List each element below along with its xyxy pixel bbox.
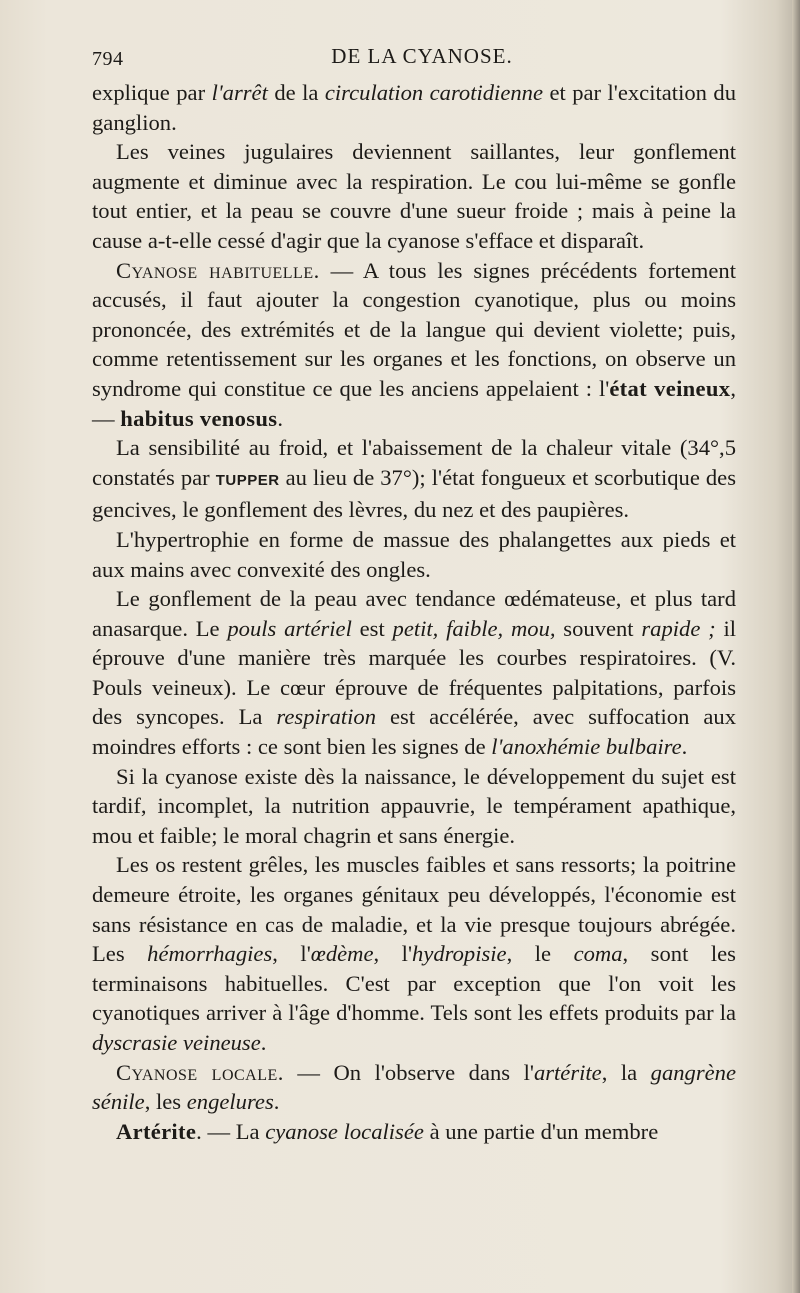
paragraph: Le gonflement de la peau avec tendance œdémateuse, et plus tard anasarque. Le pouls artériel est petit, faible, mou, souvent rapide ; il éprouve d'une manière très marquée les courbes respiratoires. (V. Pouls veineux). Le cœur éprouve de fréquentes palpitations, parfois des syncopes. La respiration est accélérée, avec suffocation aux moindres efforts : ce sont bien les signes de l'anoxhémie bulbaire.: [92, 586, 736, 760]
paragraph-cyanose-locale: Cyanose locale. — On l'observe dans l'artérite, la gangrène sénile, les engelures.: [92, 1059, 736, 1115]
paragraph: Les os restent grêles, les muscles faibles et sans ressorts; la poitrine demeure étroite, les organes génitaux peu développés, l'économie est sans résistance en cas de maladie, et la vie presque toujours abrégée. Les hémorrhagies, l'œdème, l'hydropisie, le coma, sont les terminaisons habituelles. C'est par exception que l'on voit les cyanotiques arriver à l'âge d'homme. Tels sont les effets produits par la dyscrasie veineuse.: [92, 852, 736, 1055]
body-text: [92, 78, 736, 1146]
paragraph-cyanose-habituelle: Cyanose habituelle. — A tous les signes précédents fortement accusés, il faut ajouter la congestion cyanotique, plus ou moins prononcée, des extrémités et de la langue qui devient violette; puis, comme retentissement sur les organes et les fonctions, on observe un syndrome qui constitue ce que les anciens appelaient : l'état veineux, — habitus venosus.: [92, 257, 736, 431]
paragraph: L'hypertrophie en forme de massue des phalangettes aux pieds et aux mains avec convexité des ongles.: [92, 526, 736, 582]
page-header: [92, 44, 732, 74]
paragraph-arterite: Artérite. — La cyanose localisée à une partie d'un membre: [116, 1118, 659, 1144]
paragraph: explique par l'arrêt de la circulation carotidienne et par l'excitation du ganglion.: [92, 80, 736, 135]
page-edge: [792, 0, 800, 1293]
section-heading: Cyanose locale.: [116, 1059, 284, 1085]
running-title: DE LA CYANOSE.: [331, 44, 513, 68]
paragraph: Si la cyanose existe dès la naissance, le développement du sujet est tardif, incomplet, la nutrition appauvrie, le tempérament apathique, mou et faible; le moral chagrin et sans énergie.: [92, 763, 736, 848]
section-heading: Cyanose habituelle.: [116, 257, 320, 283]
paragraph: Les veines jugulaires deviennent saillantes, leur gonflement augmente et diminue avec la respiration. Le cou lui-même se gonfle tout entier, et la peau se couvre d'une sueur froide ; mais à peine la cause a-t-elle cessé d'agir que la cyanose s'efface et disparaît.: [92, 139, 736, 253]
section-heading: Artérite: [116, 1118, 197, 1144]
paragraph: La sensibilité au froid, et l'abaissement de la chaleur vitale (34°,5 constatés par TUPPER au lieu de 37°); l'état fongueux et scorbutique des gencives, le gonflement des lèvres, du nez et des paupières.: [92, 435, 736, 523]
page-number: 794: [92, 48, 124, 70]
